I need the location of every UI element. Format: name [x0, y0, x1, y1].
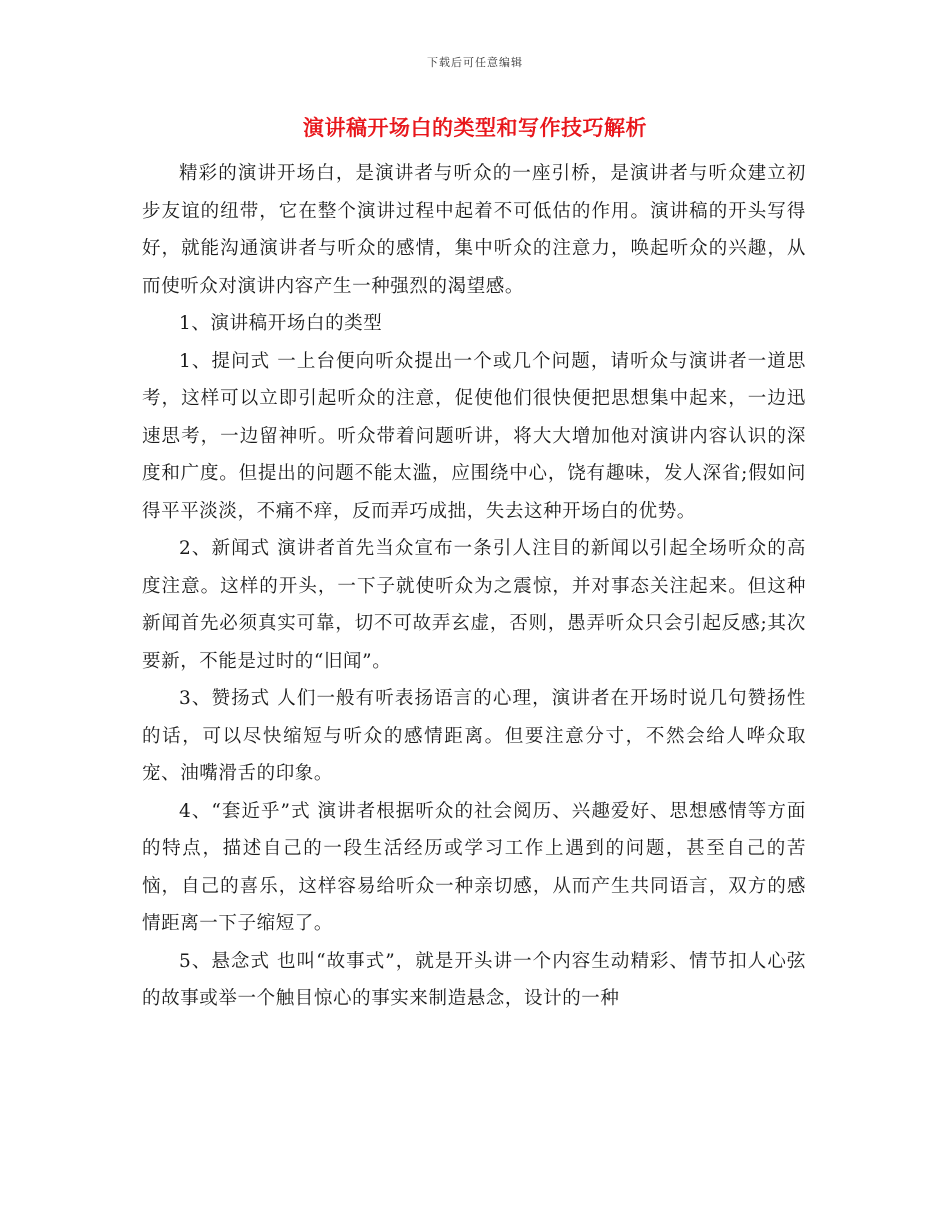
paragraph-rapport-style: 4、“套近乎”式 演讲者根据听众的社会阅历、兴趣爱好、思想感情等方面的特点，描述自己的一段生活经历或学习工作上遇到的问题，甚至自己的苦恼，自己的喜乐，这样容易给听众一种亲切感，从而产生共同语言，双方的感情距离一下子缩短了。 — [142, 800, 806, 934]
paragraph-question-style: 1、提问式 一上台便向听众提出一个或几个问题，请听众与演讲者一道思考，这样可以立即引起听众的注意，促使他们很快便把思想集中起来，一边迅速思考，一边留神听。听众带着问题听讲，将大大增加他对演讲内容认识的深度和广度。但提出的问题不能太滥，应围绕中心，饶有趣味，发人深省;假如问得平平淡淡，不痛不痒，反而弄巧成拙，失去这种开场白的优势。 — [142, 350, 806, 522]
paragraph-news-style: 2、新闻式 演讲者首先当众宣布一条引人注目的新闻以引起全场听众的高度注意。这样的开头，一下子就使听众为之震惊，并对事态关注起来。但这种新闻首先必须真实可靠，切不可故弄玄虚，否则，愚弄听众只会引起反感;其次要新，不能是过时的“旧闻”。 — [142, 538, 806, 672]
document-title: 演讲稿开场白的类型和写作技巧解析 — [303, 115, 647, 140]
paragraph-suspense-style: 5、悬念式 也叫“故事式”，就是开头讲一个内容生动精彩、情节扣人心弦的故事或举一个触目惊心的事实来制造悬念，设计的一种 — [142, 950, 806, 1009]
paragraph-praise-style: 3、赞扬式 人们一般有听表扬语言的心理，演讲者在开场时说几句赞扬性的话，可以尽快缩短与听众的感情距离。但要注意分寸，不然会给人哗众取宠、油嘴滑舌的印象。 — [142, 688, 806, 784]
page-header-note: 下载后可任意编辑 — [427, 56, 523, 69]
intro-paragraph: 精彩的演讲开场白，是演讲者与听众的一座引桥，是演讲者与听众建立初步友谊的纽带，它在整个演讲过程中起着不可低估的作用。演讲稿的开头写得好，就能沟通演讲者与听众的感情，集中听众的注意力，唤起听众的兴趣，从而使听众对演讲内容产生一种强烈的渴望感。 — [142, 163, 806, 297]
section-heading: 1、演讲稿开场白的类型 — [179, 313, 383, 334]
document-body — [142, 155, 806, 1018]
